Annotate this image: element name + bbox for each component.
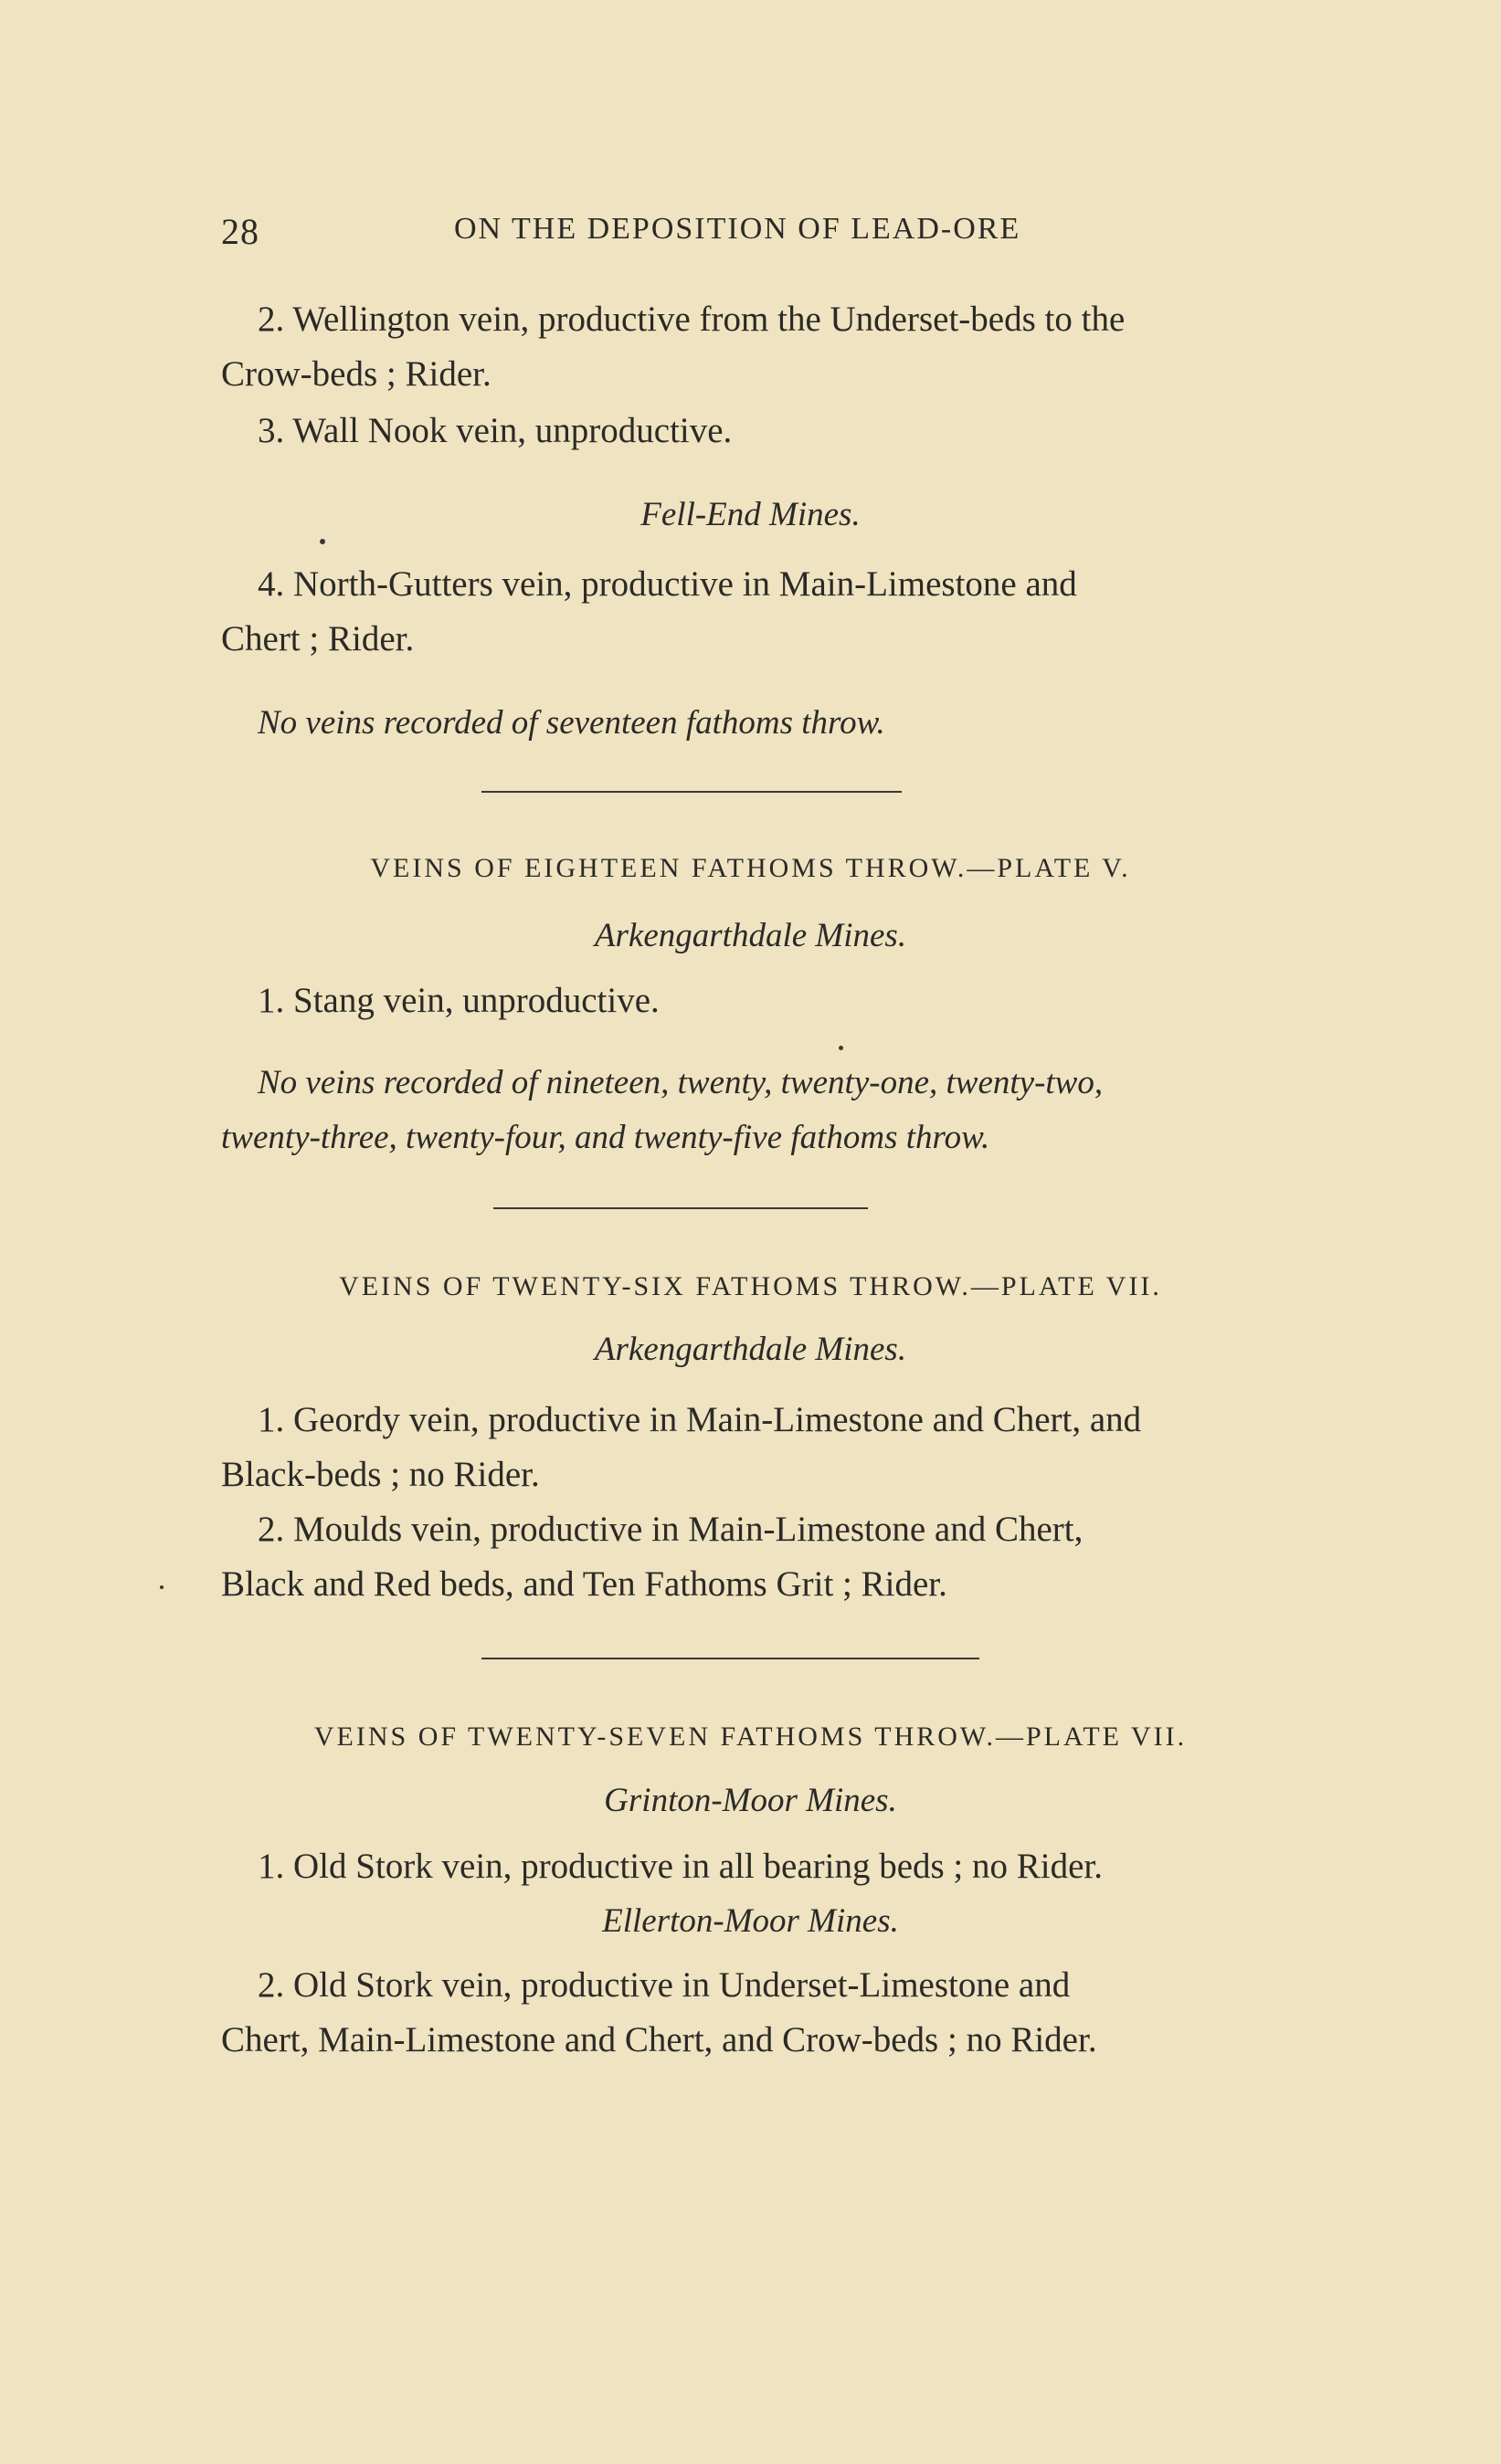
entry-geordy-vein [221,1393,1290,1502]
entry-stang-vein [221,974,1290,1028]
section-heading-twenty-seven-fathoms: VEINS OF TWENTY-SEVEN FATHOMS THROW.—PLATE VII. [313,1722,1188,1752]
subheading-fell-end-mines: Fell-End Mines. [640,496,861,533]
note-seventeen-fathoms [221,696,1290,751]
entry-line: Chert, Main-Limestone and Chert, and Crow-beds ; no Rider. [221,2020,1097,2059]
print-speck [160,1585,164,1589]
print-speck [839,1046,843,1050]
print-speck [320,539,325,544]
running-head [221,210,1308,265]
subheading-arkengarthdale-mines: Arkengarthdale Mines. [594,917,907,954]
entry-wellington-vein [221,292,1290,402]
entry-line: Black and Red beds, and Ten Fathoms Grit ; Rider. [221,1564,947,1604]
note-nineteen-to-twenty-five-fathoms [221,1056,1290,1165]
section-heading-eighteen-fathoms: VEINS OF EIGHTEEN FATHOMS THROW.—PLATE V. [370,853,1131,883]
note-line: twenty-three, twenty-four, and twenty-five fathoms throw. [221,1119,990,1156]
subheading-ellerton-moor-mines: Ellerton-Moor Mines. [602,1902,899,1940]
section-divider [493,1207,868,1209]
entry-north-gutters-vein [221,557,1290,667]
entry-line: 1. Stang vein, unproductive. [258,981,660,1020]
entry-old-stork-vein-grinton [221,1839,1290,1894]
entry-line: 2. Old Stork vein, productive in Underset-Limestone and [258,1965,1071,2005]
note-line: No veins recorded of nineteen, twenty, twenty-one, twenty-two, [258,1064,1104,1101]
entry-line: Black-beds ; no Rider. [221,1455,540,1494]
subheading-arkengarthdale-mines: Arkengarthdale Mines. [594,1331,907,1368]
entry-line: 4. North-Gutters vein, productive in Main-Limestone and [258,564,1077,604]
section-divider [481,1658,979,1659]
entry-moulds-vein [221,1502,1290,1612]
subheading-grinton-moor-mines: Grinton-Moor Mines. [604,1782,897,1819]
entry-wall-nook-vein [221,404,1290,458]
section-divider [481,791,902,793]
entry-line: Chert ; Rider. [221,619,415,658]
entry-old-stork-vein-ellerton [221,1958,1290,2068]
entry-line: 1. Old Stork vein, productive in all bearing beds ; no Rider. [258,1847,1104,1886]
entry-line: 2. Wellington vein, productive from the Underset-beds to the [258,300,1126,339]
entry-line: 2. Moulds vein, productive in Main-Limestone and Chert, [258,1510,1083,1549]
running-title: ON THE DEPOSITION OF LEAD-ORE [454,212,1021,246]
entry-line: 1. Geordy vein, productive in Main-Limestone and Chert, and [258,1400,1142,1439]
page-number: 28 [221,211,259,252]
entry-line: 3. Wall Nook vein, unproductive. [258,411,733,450]
section-heading-twenty-six-fathoms: VEINS OF TWENTY-SIX FATHOMS THROW.—PLATE VII. [339,1271,1162,1301]
note-line: No veins recorded of seventeen fathoms throw. [258,704,885,742]
entry-line: Crow-beds ; Rider. [221,354,492,394]
